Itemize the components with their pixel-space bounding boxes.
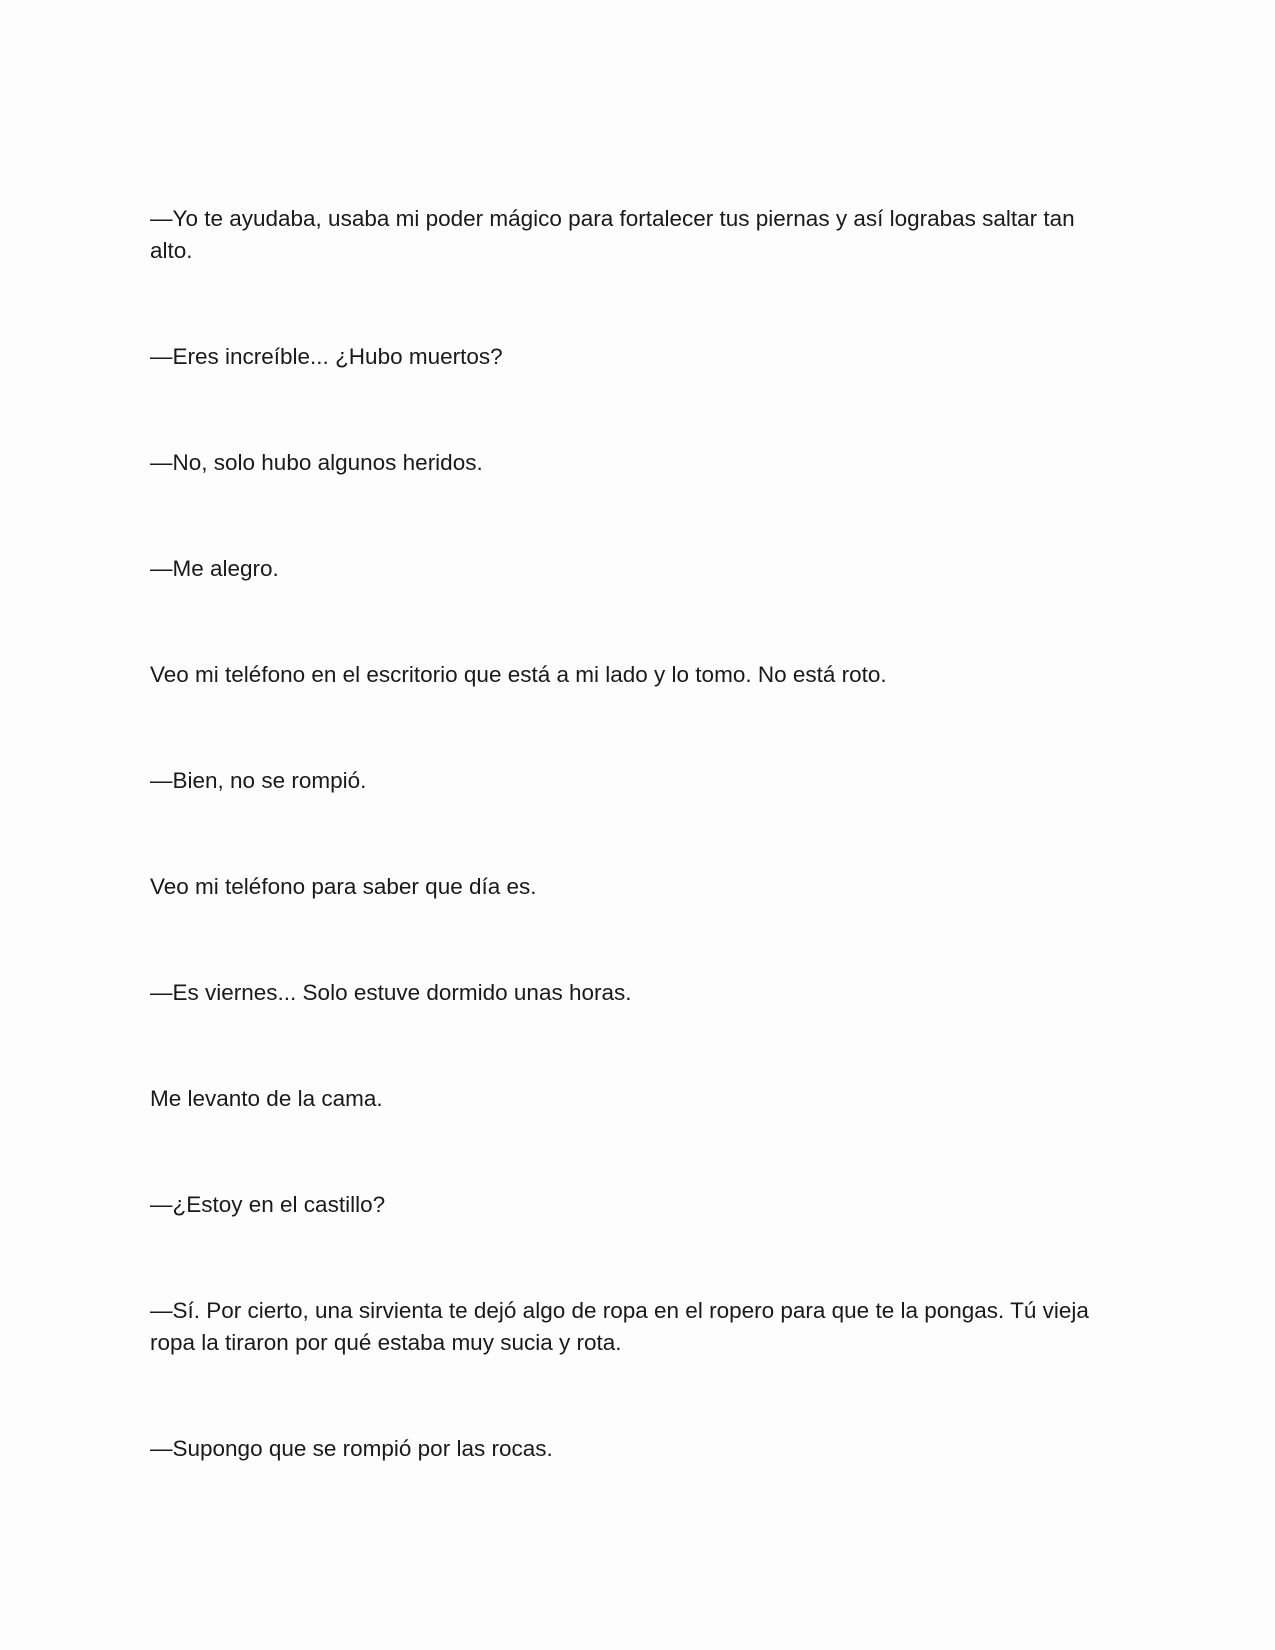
paragraph-10: —¿Estoy en el castillo? (150, 1192, 386, 1217)
paragraph-2: —Eres increíble... ¿Hubo muertos? (150, 344, 503, 369)
paragraph-4: —Me alegro. (150, 556, 279, 581)
paragraph-7: Veo mi teléfono para saber que día es. (150, 874, 537, 899)
paragraph-6: —Bien, no se rompió. (150, 768, 367, 793)
paragraph-3: —No, solo hubo algunos heridos. (150, 450, 483, 475)
paragraph-9: Me levanto de la cama. (150, 1086, 383, 1111)
paragraph-11: —Sí. Por cierto, una sirvienta te dejó algo de ropa en el ropero para que te la pongas. Tú vieja ropa la tiraron por qué estaba muy sucia y rota. (150, 1298, 1089, 1355)
paragraph-1: —Yo te ayudaba, usaba mi poder mágico para fortalecer tus piernas y así lograbas saltar tan alto. (150, 206, 1075, 263)
text-body (150, 203, 1100, 1465)
paragraph-8: —Es viernes... Solo estuve dormido unas horas. (150, 980, 632, 1005)
paragraph-12: —Supongo que se rompió por las rocas. (150, 1436, 553, 1461)
paragraph-5: Veo mi teléfono en el escritorio que está a mi lado y lo tomo. No está roto. (150, 662, 887, 687)
